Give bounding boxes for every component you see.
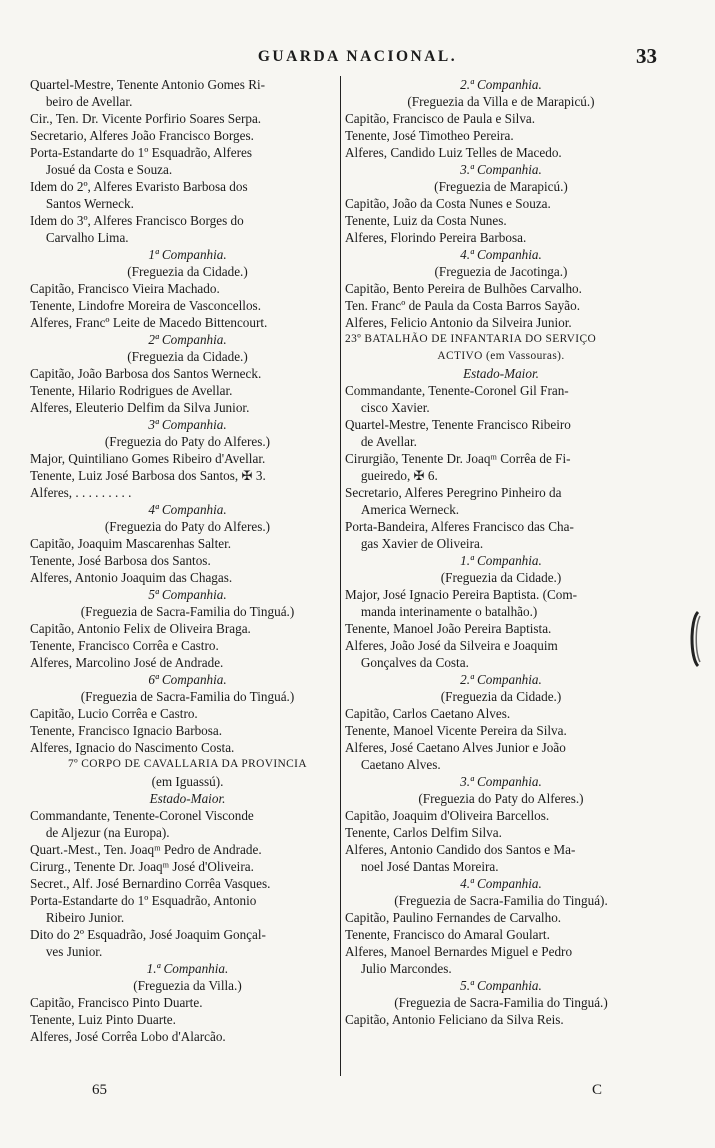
text-line: Tenente, Francisco Ignacio Barbosa. [30, 723, 223, 738]
text-line: Capitão, Antonio Feliciano da Silva Reis. [345, 1012, 564, 1027]
text-line: Secretario, Alferes Peregrino Pinheiro da [345, 485, 562, 500]
text-line: Alferes, José Caetano Alves Junior e João [345, 740, 566, 755]
right-column [345, 76, 657, 1028]
text-line: de Aljezur (na Europa). [45, 825, 170, 840]
text-line: 5.ª Companhia. [460, 978, 542, 993]
text-line: Julio Marcondes. [360, 961, 452, 976]
text-line: Capitão, João da Costa Nunes e Souza. [345, 196, 551, 211]
text-line: (Freguezia de Marapicú.) [434, 179, 568, 194]
text-line: America Werneck. [360, 502, 460, 517]
text-line: 3.ª Companhia. [460, 774, 542, 789]
text-line: 4.ª Companhia. [460, 247, 542, 262]
text-line: Porta-Estandarte do 1º Esquadrão, Alferes [30, 145, 252, 160]
text-line: Capitão, Antonio Felix de Oliveira Braga. [30, 621, 251, 636]
text-line: cisco Xavier. [360, 400, 430, 415]
text-line: de Avellar. [360, 434, 417, 449]
text-line: Alferes, José Corrêa Lobo d'Alarcão. [30, 1029, 226, 1044]
text-line: Tenente, Luiz José Barbosa dos Santos, ✠ 3. [30, 468, 266, 483]
text-line: (Freguezia da Villa e de Marapicú.) [407, 94, 595, 109]
text-line: noel José Dantas Moreira. [360, 859, 499, 874]
text-line: Cirurg., Tenente Dr. Joaqᵐ José d'Oliveira. [30, 859, 254, 874]
text-line: Santos Werneck. [45, 196, 134, 211]
text-line: Alferes, Manoel Bernardes Miguel e Pedro [345, 944, 573, 959]
page-number: 33 [636, 44, 657, 68]
text-line: 7º CORPO DE CAVALLARIA DA PROVINCIA [68, 758, 307, 770]
text-line: Tenente, Luiz da Costa Nunes. [345, 213, 507, 228]
text-line: Tenente, José Barbosa dos Santos. [30, 553, 211, 568]
text-line: 1ª Companhia. [148, 247, 227, 262]
text-line: Capitão, Joaquim d'Oliveira Barcellos. [345, 808, 550, 823]
text-line: Estado-Maior. [149, 791, 226, 806]
text-line: Tenente, Francisco Corrêa e Castro. [30, 638, 219, 653]
text-line: Secretario, Alferes João Francisco Borges. [30, 128, 254, 143]
text-line: 5ª Companhia. [148, 587, 227, 602]
text-line: Ribeiro Junior. [45, 910, 125, 925]
text-line: Alferes, Antonio Joaquim das Chagas. [30, 570, 233, 585]
signature-mark-right: C [592, 1082, 603, 1098]
running-title: GUARDA NACIONAL. [257, 48, 458, 65]
text-line: Tenente, José Timotheo Pereira. [345, 128, 514, 143]
text-line: 2.ª Companhia. [460, 672, 542, 687]
text-line: ves Junior. [45, 944, 103, 959]
text-line: Commandante, Tenente-Coronel Visconde [30, 808, 254, 823]
text-line: (Freguezia do Paty do Alferes.) [104, 519, 271, 534]
text-line: (Freguezia da Cidade.) [127, 349, 248, 364]
text-line: 4.ª Companhia. [460, 876, 542, 891]
text-line: Alferes, . . . . . . . . . [30, 485, 132, 500]
text-line: Tenente, Luiz Pinto Duarte. [30, 1012, 176, 1027]
text-line: 3ª Companhia. [148, 417, 227, 432]
text-line: Secret., Alf. José Bernardino Corrêa Vasques. [30, 876, 271, 891]
text-line: Porta-Estandarte do 1º Esquadrão, Antonio [30, 893, 257, 908]
text-line: Cir., Ten. Dr. Vicente Porfirio Soares Serpa. [30, 111, 262, 126]
text-line: Major, Quintiliano Gomes Ribeiro d'Avellar. [30, 451, 266, 466]
text-line: Alferes, João José da Silveira e Joaquim [345, 638, 558, 653]
text-line: gas Xavier de Oliveira. [360, 536, 484, 551]
text-line: Alferes, Felicio Antonio da Silveira Junior. [345, 315, 572, 330]
text-line: (Freguezia do Paty do Alferes.) [104, 434, 271, 449]
text-line: Alferes, Ignacio do Nascimento Costa. [30, 740, 235, 755]
text-line: 2ª Companhia. [148, 332, 227, 347]
text-line: (Freguezia de Sacra-Familia do Tinguá.) [80, 689, 295, 704]
text-line: Capitão, Bento Pereira de Bulhões Carvalho. [345, 281, 582, 296]
text-line: Estado-Maior. [463, 366, 539, 381]
signature-mark-left: 65 [92, 1082, 107, 1098]
text-line: Josué da Costa e Souza. [45, 162, 173, 177]
text-line: Major, José Ignacio Pereira Baptista. (Com- [345, 587, 578, 602]
text-line: Idem do 2º, Alferes Evaristo Barbosa dos [30, 179, 248, 194]
text-line: Porta-Bandeira, Alferes Francisco das Cha- [345, 519, 574, 534]
text-line: beiro de Avellar. [45, 94, 133, 109]
text-line: Quartel-Mestre, Tenente Francisco Ribeiro [345, 417, 571, 432]
text-line: Ten. Francº de Paula da Costa Barros Sayão. [345, 298, 580, 313]
text-line: Tenente, Carlos Delfim Silva. [345, 825, 502, 840]
text-line: Capitão, João Barbosa dos Santos Werneck. [30, 366, 262, 381]
text-line: Capitão, Paulino Fernandes de Carvalho. [345, 910, 562, 925]
text-line: (Freguezia de Sacra-Familia do Tinguá.) [394, 995, 608, 1010]
text-line: (Freguezia da Cidade.) [440, 570, 562, 585]
text-line: Dito do 2º Esquadrão, José Joaquim Gonçal- [30, 927, 266, 942]
text-line: (Freguezia da Villa.) [133, 978, 242, 993]
text-line: 1.ª Companhia. [460, 553, 542, 568]
column-divider [340, 76, 341, 1076]
text-line: Caetano Alves. [360, 757, 441, 772]
text-line: 2.ª Companhia. [460, 77, 542, 92]
text-line: (em Iguassú). [151, 774, 224, 789]
text-line: (Freguezia de Sacra-Familia do Tinguá.) [80, 604, 295, 619]
text-line: 6ª Companhia. [148, 672, 227, 687]
text-line: Alferes, Marcolino José de Andrade. [30, 655, 224, 670]
text-line: Gonçalves da Costa. [360, 655, 469, 670]
text-line: 3.ª Companhia. [460, 162, 542, 177]
text-line: Capitão, Lucio Corrêa e Castro. [30, 706, 198, 721]
page-header [0, 44, 715, 72]
text-line: Carvalho Lima. [45, 230, 129, 245]
text-line: Idem do 3º, Alferes Francisco Borges do [30, 213, 244, 228]
margin-mark-icon [688, 610, 704, 668]
text-line: Commandante, Tenente-Coronel Gil Fran- [345, 383, 569, 398]
text-line: (Freguezia da Cidade.) [440, 689, 562, 704]
text-line: manda interinamente o batalhão.) [360, 604, 538, 619]
text-line: ACTIVO (em Vassouras). [437, 350, 565, 362]
text-line: Tenente, Hilario Rodrigues de Avellar. [30, 383, 233, 398]
text-line: Quartel-Mestre, Tenente Antonio Gomes Ri- [30, 77, 266, 92]
text-line: Tenente, Francisco do Amaral Goulart. [345, 927, 550, 942]
text-line: 1.ª Companhia. [146, 961, 229, 976]
text-line: Alferes, Eleuterio Delfim da Silva Junior. [30, 400, 250, 415]
text-line: gueiredo, ✠ 6. [360, 468, 438, 483]
text-line: (Freguezia da Cidade.) [127, 264, 248, 279]
text-line: Tenente, Manoel João Pereira Baptista. [345, 621, 552, 636]
text-line: Capitão, Joaquim Mascarenhas Salter. [30, 536, 232, 551]
page-footer [0, 1082, 715, 1106]
text-line: Alferes, Francº Leite de Macedo Bittencourt. [30, 315, 268, 330]
text-line: Cirurgião, Tenente Dr. Joaqᵐ Corrêa de Fi- [345, 451, 571, 466]
text-line: Quart.-Mest., Ten. Joaqᵐ Pedro de Andrade. [30, 842, 262, 857]
text-line: 4ª Companhia. [148, 502, 227, 517]
text-line: Capitão, Carlos Caetano Alves. [345, 706, 511, 721]
text-line: Capitão, Francisco de Paula e Silva. [345, 111, 536, 126]
text-line: (Freguezia de Sacra-Familia do Tinguá). [394, 893, 608, 908]
text-line: Tenente, Manoel Vicente Pereira da Silva. [345, 723, 567, 738]
text-line: (Freguezia de Jacotinga.) [434, 264, 568, 279]
text-line: Alferes, Antonio Candido dos Santos e Ma- [345, 842, 576, 857]
text-line: Alferes, Candido Luiz Telles de Macedo. [345, 145, 562, 160]
left-column [30, 76, 345, 1045]
text-line: 23º BATALHÃO DE INFANTARIA DO SERVIÇO [345, 333, 597, 345]
text-line: Tenente, Lindofre Moreira de Vasconcellos. [30, 298, 261, 313]
text-line: Alferes, Florindo Pereira Barbosa. [345, 230, 527, 245]
text-line: Capitão, Francisco Pinto Duarte. [30, 995, 203, 1010]
text-line: Capitão, Francisco Vieira Machado. [30, 281, 220, 296]
text-line: (Freguezia do Paty do Alferes.) [418, 791, 584, 806]
